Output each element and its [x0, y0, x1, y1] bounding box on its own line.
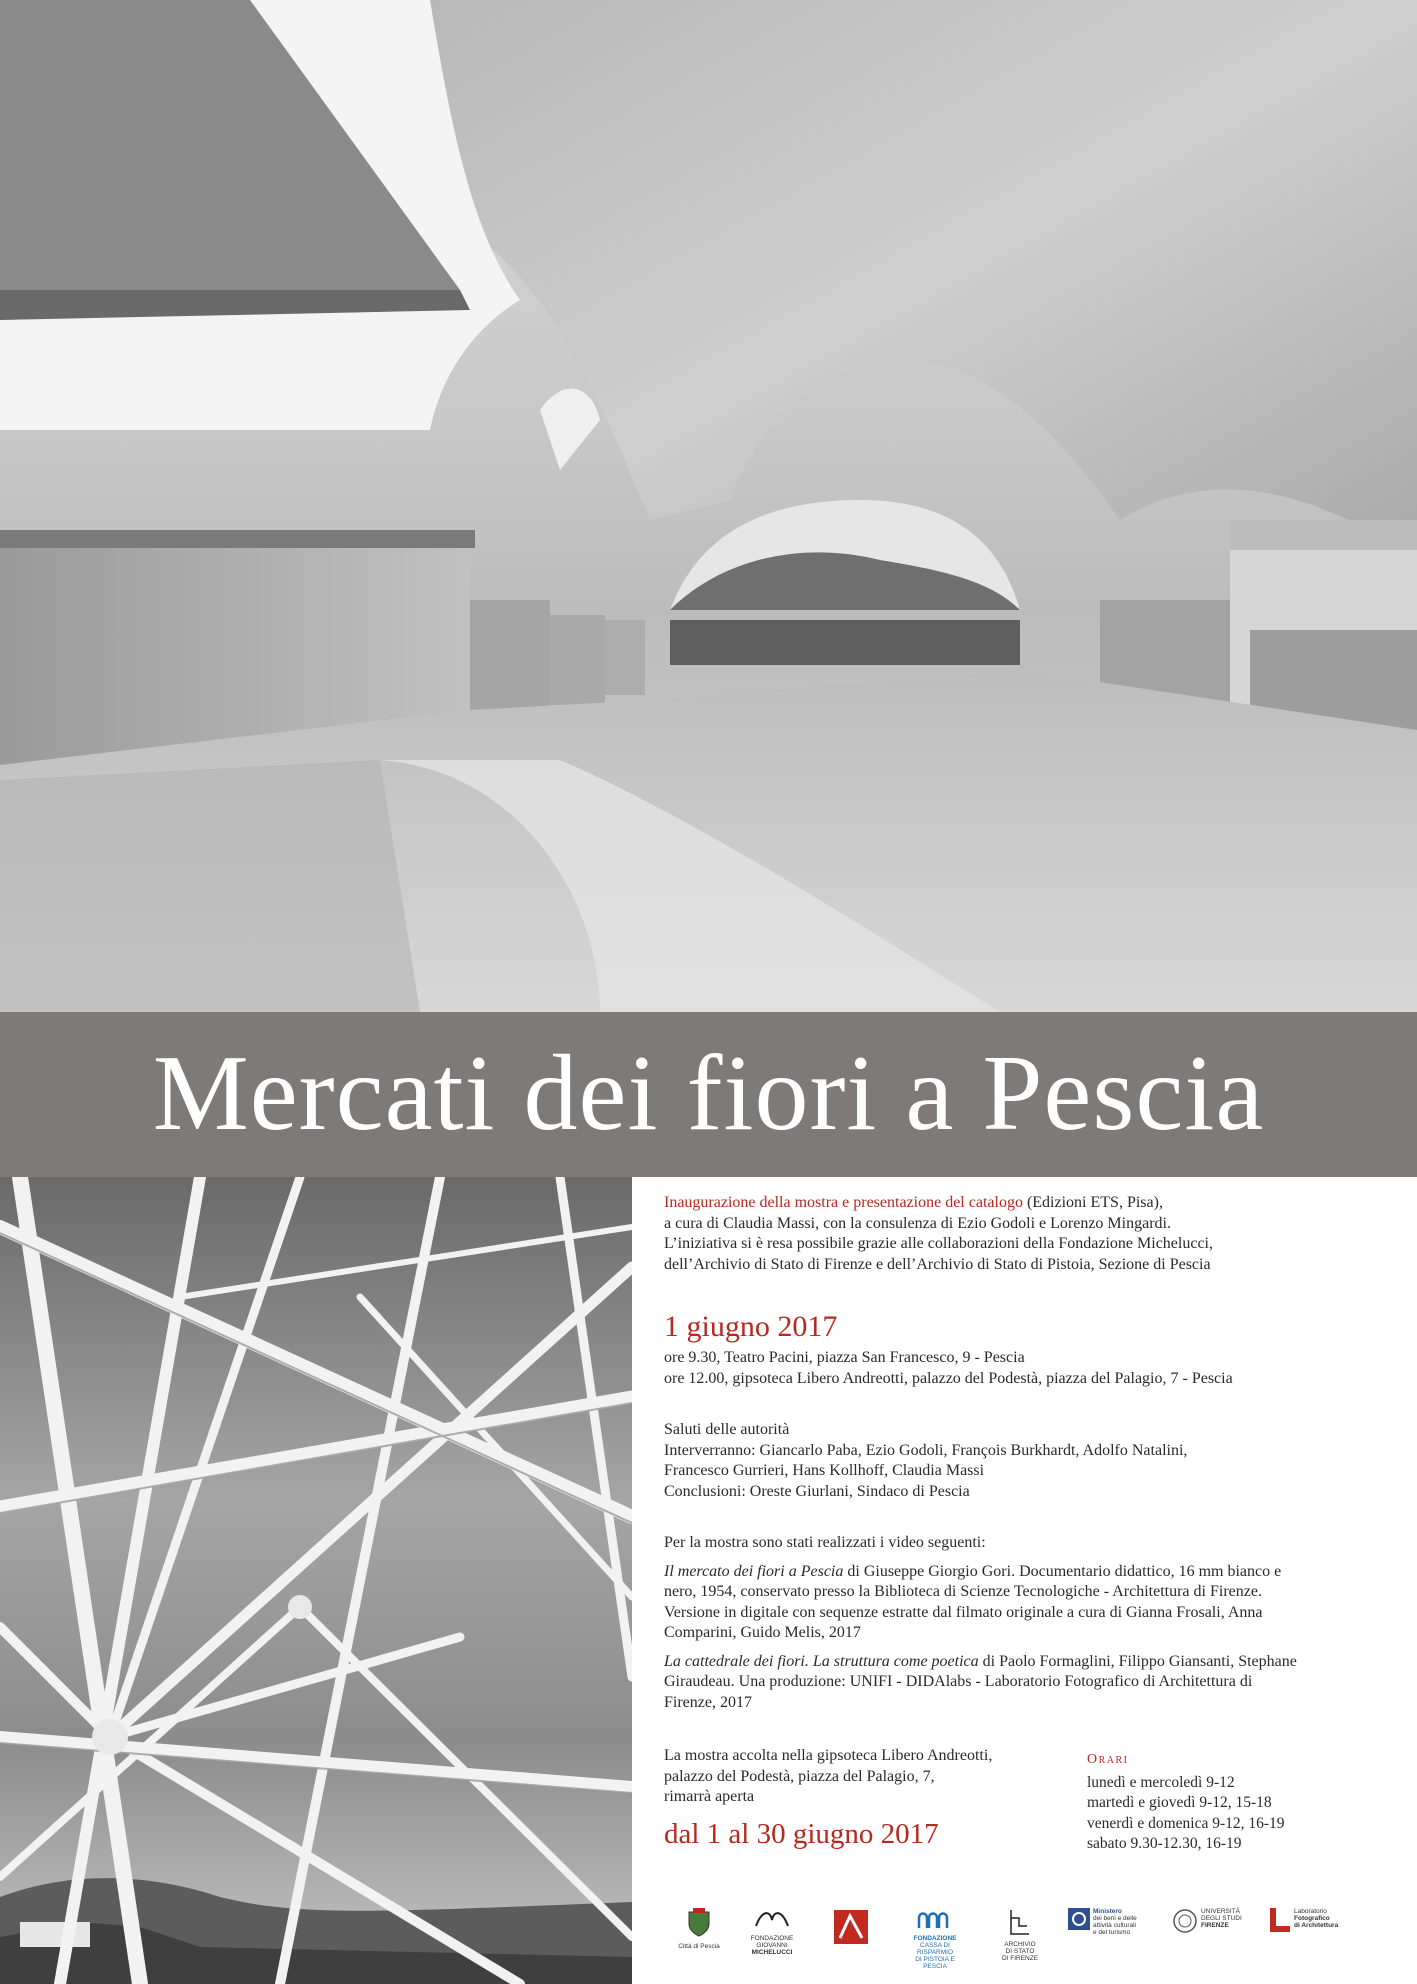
video2-line: Firenze, 2017 — [664, 1693, 752, 1711]
ministero-mark-icon — [1068, 1908, 1090, 1930]
michelucci-mark-icon — [752, 1908, 792, 1930]
intro-lead: Inaugurazione della mostra e presentazione del catalogo — [664, 1194, 1023, 1211]
michelucci-caption: GIOVANNI — [756, 1942, 788, 1949]
archivio-caption: DI STATO — [1005, 1948, 1035, 1955]
lab-caption: Laboratorio — [1294, 1908, 1327, 1915]
lab-mark-icon — [1270, 1908, 1290, 1932]
program-line: Conclusioni: Oreste Giurlani, Sindaco di Pescia — [664, 1482, 970, 1500]
pescia-logo — [674, 1908, 724, 1950]
poster-title: Mercati dei fiori a Pescia — [152, 1034, 1265, 1153]
hours-line: sabato 9.30-12.30, 16-19 — [1087, 1835, 1242, 1852]
videos-block — [664, 1533, 1384, 1713]
unifi-logo — [1172, 1908, 1256, 1934]
unifi-seal-icon — [1172, 1908, 1198, 1934]
red-partner-logo — [834, 1908, 868, 1953]
hours-line: venerdì e domenica 9-12, 16-19 — [1087, 1814, 1285, 1832]
archivio-logo — [998, 1908, 1042, 1962]
program-line: Francesco Gurrieri, Hans Kollhoff, Claudia Massi — [664, 1462, 985, 1479]
truss-photo-drawing — [0, 1177, 632, 1984]
intro-line: dell’Archivio di Stato di Firenze e dell’Archivio di Stato di Pistoia, Sezione di Pescia — [664, 1255, 1211, 1273]
ministero-caption: Ministero — [1093, 1908, 1122, 1915]
hours-line: lunedì e mercoledì 9-12 — [1087, 1773, 1235, 1791]
video1-desc: di Giuseppe Giorgio Gori. Documentario didattico, 16 mm bianco e — [843, 1562, 1282, 1580]
ministero-caption: attività culturali — [1093, 1922, 1136, 1929]
event-block — [664, 1310, 1384, 1389]
fondazione-caption: CASSA DI RISPARMIO — [917, 1942, 953, 1956]
red-square-icon — [834, 1908, 868, 1948]
unifi-caption: FIRENZE — [1201, 1922, 1229, 1929]
video1-line: Comparini, Guido Melis, 2017 — [664, 1624, 861, 1641]
video2-title: La cattedrale dei fiori. La struttura come poetica — [664, 1652, 979, 1670]
video1-line: nero, 1954, conservato presso la Biblioteca di Scienze Tecnologiche - Architettura di Firenze. — [664, 1583, 1262, 1600]
intro-line: L’iniziativa si è resa possibile grazie alle collaborazioni della Fondazione Michelucci, — [664, 1235, 1213, 1252]
coat-of-arms-icon — [687, 1908, 711, 1938]
video2-line: Giraudeau. Una produzione: UNIFI - DIDAlabs - Laboratorio Fotografico di Architettura di — [664, 1673, 1253, 1690]
unifi-caption: UNIVERSITÀ — [1201, 1908, 1241, 1915]
pescia-caption: Città di Pescia — [678, 1943, 720, 1950]
fondazione-caption: FONDAZIONE — [913, 1935, 957, 1942]
fondazione-caption: DI PISTOIA E PESCIA — [915, 1956, 955, 1970]
hours-line: martedì e giovedì 9-12, 15-18 — [1087, 1794, 1272, 1811]
archivio-caption: ARCHIVIO — [1004, 1941, 1036, 1948]
videos-intro: Per la mostra sono stati realizzati i video seguenti: — [664, 1534, 986, 1551]
archivio-caption: DI FIRENZE — [1001, 1955, 1039, 1962]
lab-caption: Fotografico — [1294, 1915, 1330, 1922]
video1-line: Versione in digitale con sequenze estratte dal filmato originale a cura di Gianna Frosali, Anna — [664, 1603, 1263, 1621]
sponsor-logos — [664, 1908, 1384, 1968]
event-line: ore 12.00, gipsoteca Libero Andreotti, palazzo del Podestà, piazza del Palagio, 7 - Pescia — [664, 1369, 1233, 1387]
fondazione-cr-logo — [904, 1908, 966, 1970]
opening-hours — [1087, 1750, 1387, 1855]
ministero-logo — [1068, 1908, 1152, 1936]
program-line: Interverranno: Giancarlo Paba, Ezio Godoli, François Burkhardt, Adolfo Natalini, — [664, 1441, 1188, 1459]
unifi-caption: DEGLI STUDI — [1201, 1915, 1242, 1922]
arches-icon — [917, 1908, 953, 1930]
lab-foto-logo — [1270, 1908, 1366, 1932]
ministero-caption: e del turismo — [1093, 1929, 1131, 1936]
video2-desc: di Paolo Formaglini, Filippo Giansanti, Stephane — [978, 1652, 1297, 1670]
archive-mark-icon — [1007, 1908, 1033, 1936]
event-line: ore 9.30, Teatro Pacini, piazza San Francesco, 9 - Pescia — [664, 1349, 1025, 1366]
title-band — [0, 1012, 1417, 1177]
steel-structure-photo — [0, 1177, 632, 1984]
exhibit-line: La mostra accolta nella gipsoteca Libero Andreotti, — [664, 1747, 993, 1764]
lab-caption: di Architettura — [1294, 1922, 1339, 1929]
exhibit-line: rimarrà aperta — [664, 1788, 755, 1805]
intro-paragraph — [664, 1193, 1384, 1275]
opening-hours-heading: Orari — [1087, 1752, 1129, 1767]
exhibit-block — [664, 1746, 1024, 1850]
intro-line: a cura di Claudia Massi, con la consulenza di Ezio Godoli e Lorenzo Mingardi. — [664, 1214, 1171, 1232]
michelucci-logo — [742, 1908, 802, 1956]
video1-title: Il mercato dei fiori a Pescia — [664, 1562, 844, 1580]
exhibit-line: palazzo del Podestà, piazza del Palagio, 7, — [664, 1767, 935, 1785]
michelucci-caption: MICHELUCCI — [751, 1949, 793, 1956]
ministero-caption: dei beni e delle — [1093, 1915, 1137, 1922]
intro-lead-rest: (Edizioni ETS, Pisa), — [1022, 1194, 1163, 1211]
exhibit-dates: dal 1 al 30 giugno 2017 — [664, 1817, 939, 1850]
event-date: 1 giugno 2017 — [664, 1310, 838, 1343]
michelucci-caption: FONDAZIONE — [750, 1935, 794, 1942]
program-block — [664, 1420, 1384, 1502]
program-line: Saluti delle autorità — [664, 1421, 790, 1438]
